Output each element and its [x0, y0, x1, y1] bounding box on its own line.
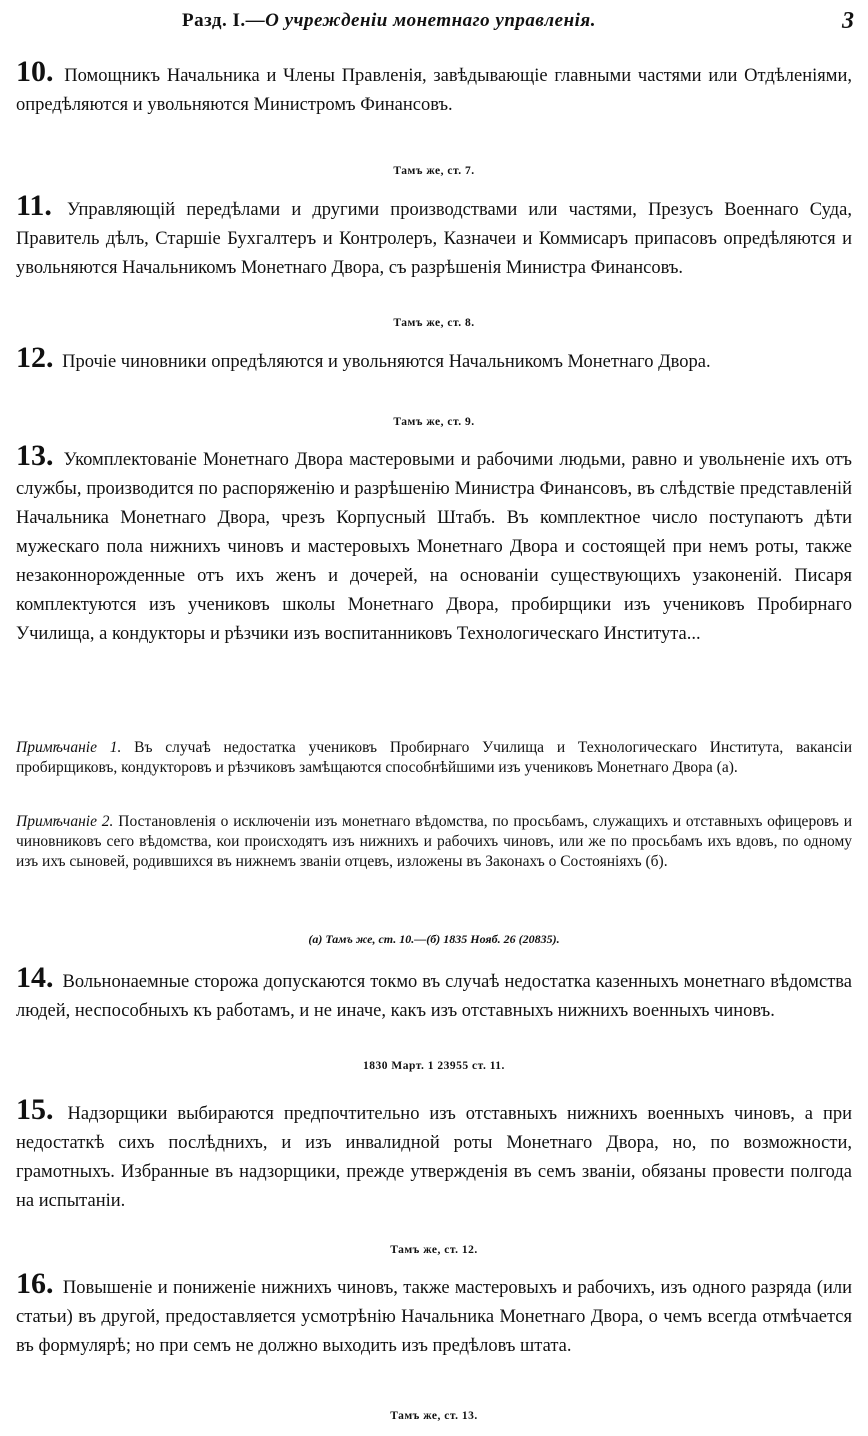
article-12: [16, 341, 852, 377]
note-1: [16, 738, 852, 778]
article-10: [16, 55, 853, 120]
header-title: [182, 10, 596, 32]
article-16: [16, 1267, 853, 1361]
article-14: [16, 961, 853, 1026]
article-11: [16, 189, 852, 283]
article-number: 14.: [16, 961, 54, 994]
article-source: Тамъ же, ст. 9.: [393, 416, 475, 428]
article-number: 12.: [16, 341, 54, 374]
article-text: Надзорщики выбираются предпочтительно изъ отставныхъ нижнихъ военныхъ чиновъ, а при недостаткѣ сихъ послѣднихъ, и изъ инвалидной роты Монетнаго Двора, но, по возможности, грамотныхъ. Избранные въ надзорщики, прежде утвержденія въ семъ званіи, обязаны провести полгода на испытаніи.: [16, 1104, 852, 1211]
article-text: Управляющій передѣлами и другими производствами или частями, Презусъ Военнаго Суда, Правитель дѣлъ, Старшіе Бухгалтеръ и Контролеръ, Казначеи и Коммисаръ припасовъ опредѣляются и увольняются Начальникомъ Монетнаго Двора, съ разрѣшенія Министра Финансовъ.: [16, 200, 852, 278]
article-number: 11.: [16, 189, 52, 222]
header-title-text: О учрежденіи монетнаго управленія.: [265, 10, 596, 31]
note-label: Примѣчаніе 1.: [16, 739, 122, 756]
article-source: 1830 Март. 1 23955 ст. 11.: [363, 1060, 505, 1072]
note-text: Постановленія о исключеніи изъ монетнаго вѣдомства, по просьбамъ, служащихъ и отставныхъ офицеровъ и чиновниковъ сего вѣдомства, кои происходятъ изъ нижнихъ и рабочихъ чиновъ, или же по просьбамъ ихъ вдовъ, по одному изъ ихъ сыновей, родившихся въ нижнемъ званіи отцевъ, изложены въ Законахъ о Состояніяхъ (б).: [16, 813, 853, 870]
note-2: [16, 812, 852, 872]
article-number: 16.: [16, 1267, 54, 1300]
article-text: Помощникъ Начальника и Члены Правленія, завѣдывающіе главными частями или Отдѣленіями, опредѣляются и увольняются Министромъ Финансовъ.: [16, 66, 853, 115]
article-text: Прочіе чиновники опредѣляются и увольняются Начальникомъ Монетнаго Двора.: [62, 352, 711, 372]
article-text: Укомплектованіе Монетнаго Двора мастеровыми и рабочими людьми, равно и увольненіе ихъ отъ службы, производится по распоряженію и разрѣшенію Министра Финансовъ, въ слѣдствіе представленій Начальника Монетнаго Двора, чрезъ Корпусный Штабъ. Въ комплектное число поступаютъ дѣти мужескаго пола нижнихъ чиновъ и мастеровыхъ Монетнаго Двора и состоящей при немъ роты, также незаконнорожденные отъ ихъ женъ и дочерей, на основаніи существующихъ узаконеній. Писаря комплектуются изъ учениковъ школы Монетнаго Двора, пробирщики изъ учениковъ Пробирнаго Училища, а кондукторы и рѣзчики изъ воспитанниковъ Технологическаго Института...: [16, 450, 853, 644]
footnote-references: (а) Тамъ же, ст. 10.—(б) 1835 Нояб. 26 (20835).: [308, 932, 560, 946]
page-number: 3: [842, 8, 854, 34]
article-source: Тамъ же, ст. 13.: [390, 1410, 478, 1422]
article-source: Тамъ же, ст. 7.: [393, 165, 475, 177]
note-label: Примѣчаніе 2.: [16, 813, 114, 830]
article-source: Тамъ же, ст. 8.: [393, 317, 475, 329]
article-text: Вольнонаемные сторожа допускаются токмо въ случаѣ недостатка казенныхъ монетнаго вѣдомства людей, неспособныхъ къ работамъ, и не иначе, какъ изъ отставныхъ нижнихъ военныхъ чиновъ.: [16, 972, 853, 1021]
article-number: 10.: [16, 55, 54, 88]
note-text: Въ случаѣ недостатка учениковъ Пробирнаго Училища и Технологическаго Института, вакансіи пробирщиковъ, кондукторовъ и рѣзчиковъ замѣщаются способнѣйшими изъ учениковъ Монетнаго Двора (а).: [16, 739, 853, 776]
article-13: [16, 439, 853, 649]
article-number: 13.: [16, 439, 54, 472]
header-section: Разд. I.—: [182, 10, 266, 31]
article-text: Повышеніе и пониженіе нижнихъ чиновъ, также мастеровыхъ и рабочихъ, изъ одного разряда (или статьи) въ другой, предоставляется усмотрѣнію Начальника Монетнаго Двора, о чемъ всегда отмѣчается въ формулярѣ; но при семъ не должно выходить изъ предѣловъ штата.: [16, 1278, 853, 1356]
article-number: 15.: [16, 1093, 54, 1126]
article-source: Тамъ же, ст. 12.: [390, 1244, 478, 1256]
article-15: [16, 1093, 852, 1216]
running-header: [0, 10, 868, 40]
